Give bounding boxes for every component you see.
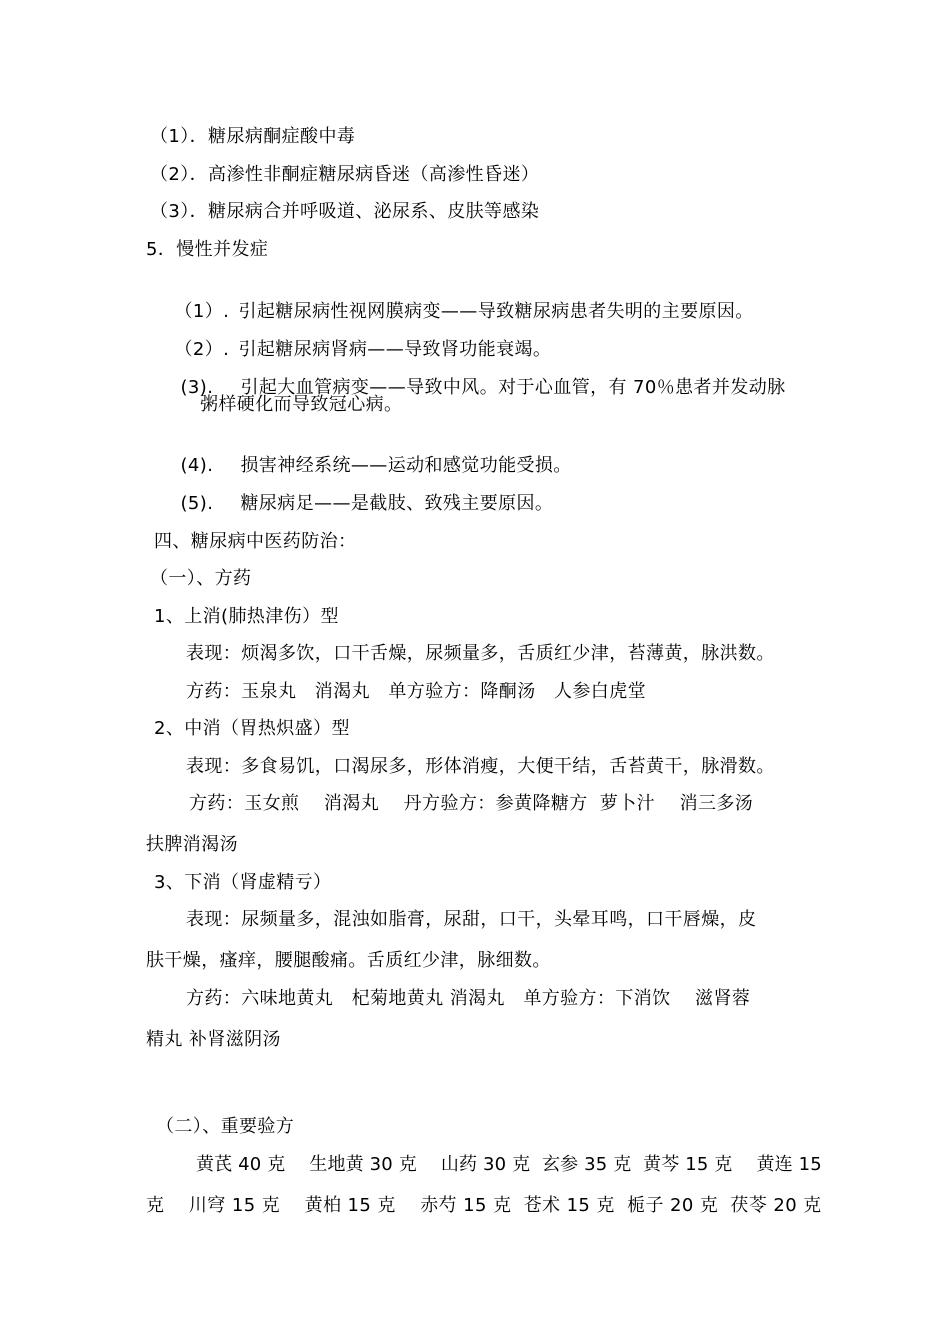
type-3-symptoms-continuation: 肤干燥，瘙痒，腰腿酸痛。舌质红少津，脉细数。 <box>146 950 551 971</box>
chronic-item-5-number: (5). <box>180 493 214 514</box>
type-2-formula-continuation: 扶脾消渴汤 <box>146 834 238 855</box>
chronic-item-3-continuation: 粥样硬化而导致冠心病。 <box>200 394 403 415</box>
chronic-item-1-text: 引起糖尿病性视网膜病变——导致糖尿病患者失明的主要原因。 <box>238 301 754 322</box>
chronic-item-2-text: 引起糖尿病肾病——导致肾功能衰竭。 <box>238 339 552 360</box>
chronic-item-5-text: 糖尿病足——是截肢、致残主要原因。 <box>240 493 554 514</box>
chronic-heading: 5．慢性并发症 <box>146 239 269 260</box>
acute-item-3: （3）．糖尿病合并呼吸道、泌尿系、皮肤等感染 <box>150 201 540 222</box>
type-1-title: 1、上消(肺热津伤）型 <box>154 606 339 627</box>
section-heading-tcm: 四、糖尿病中医药防治： <box>154 531 357 552</box>
type-3-formula: 方药：六味地黄丸 杞菊地黄丸 消渴丸 单方验方：下消饮 滋肾蓉 <box>186 988 751 1009</box>
type-3-symptoms: 表现：尿频量多，混浊如脂膏，尿甜，口干，头晕耳鸣，口干唇燥，皮 <box>186 909 757 930</box>
type-3-formula-continuation: 精丸 补肾滋阴汤 <box>146 1029 281 1050</box>
chronic-item-3-number: (3). <box>180 377 214 398</box>
recipe-ingredients: 黄芪 40 克 生地黄 30 克 山药 30 克 玄参 35 克 黄芩 15 克 黄连 15 <box>196 1154 822 1175</box>
chronic-item-3-text: 引起大血管病变——导致中风。对于心血管，有 70％患者并发动脉 <box>240 377 786 398</box>
subsection-heading-formulas: （一）、方药 <box>150 568 252 589</box>
subsection-heading-recipe: （二）、重要验方 <box>156 1116 295 1137</box>
chronic-item-2-number: （2）. <box>174 339 230 360</box>
acute-item-1: （1）．糖尿病酮症酸中毒 <box>150 126 356 147</box>
chronic-item-4-text: 损害神经系统——运动和感觉功能受损。 <box>240 455 572 476</box>
acute-item-2: （2）．高渗性非酮症糖尿病昏迷（高渗性昏迷） <box>150 164 540 185</box>
type-2-symptoms: 表现：多食易饥，口渴尿多，形体消瘦，大便干结，舌苔黄干，脉滑数。 <box>186 756 775 777</box>
type-1-symptoms: 表现：烦渴多饮，口干舌燥，尿频量多，舌质红少津，苔薄黄，脉洪数。 <box>186 643 775 664</box>
chronic-item-1-number: （1）. <box>174 301 230 322</box>
type-3-title: 3、下消（肾虚精亏） <box>154 872 332 893</box>
chronic-item-4-number: (4). <box>180 455 214 476</box>
type-1-formula: 方药：玉泉丸 消渴丸 单方验方：降酮汤 人参白虎堂 <box>186 681 646 702</box>
type-2-title: 2、中消（胃热炽盛）型 <box>154 718 350 739</box>
type-2-formula: 方药：玉女煎 消渴丸 丹方验方：参黄降糖方 萝卜汁 消三多汤 <box>189 793 754 814</box>
recipe-ingredients-continuation: 克 川穹 15 克 黄柏 15 克 赤芍 15 克 苍术 15 克 栀子 20 克 茯苓 20 克 <box>146 1195 822 1216</box>
